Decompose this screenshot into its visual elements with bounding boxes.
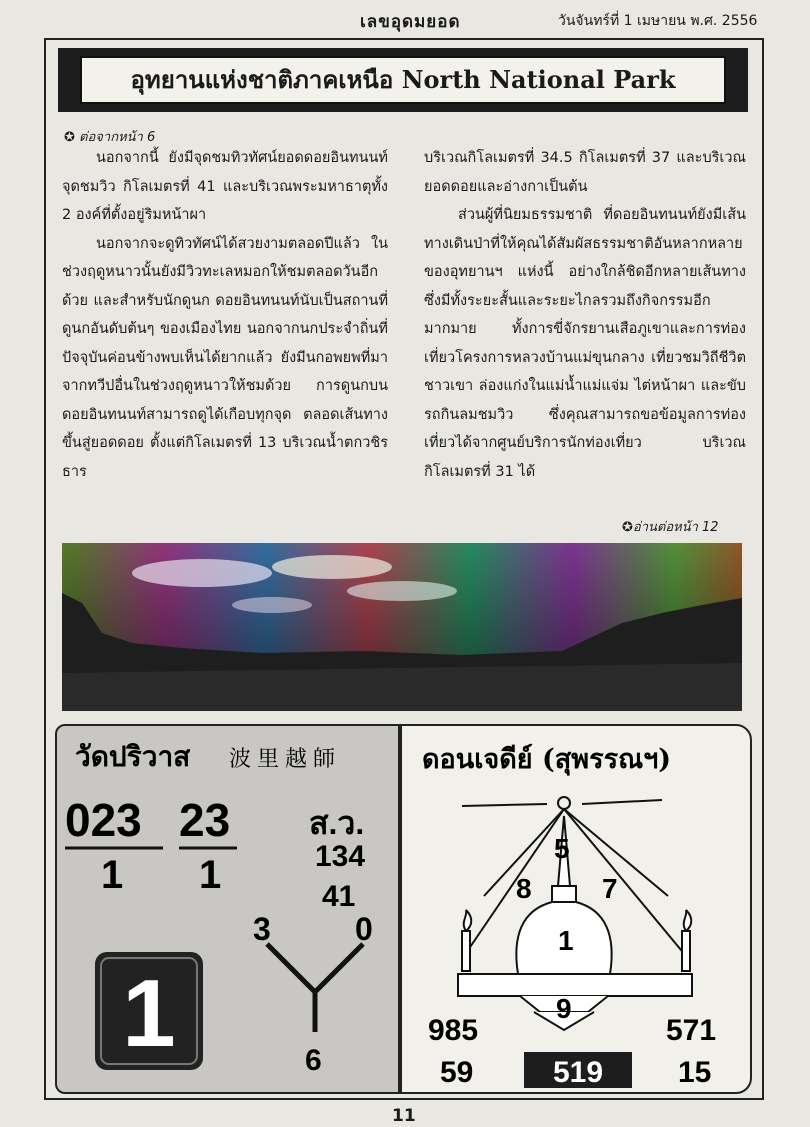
star-icon: ✪: [64, 130, 80, 145]
candle-right-icon: [682, 910, 691, 971]
fraction-2-denominator: 1: [199, 853, 222, 897]
y-bottom-digit: 6: [305, 1044, 322, 1077]
candle-left-icon: [462, 910, 471, 971]
issue-date: วันจันทร์ที่ 1 เมษายน พ.ศ. 2556: [558, 13, 758, 29]
article-right-column: [424, 144, 746, 486]
fraction-2-numerator: 23: [179, 794, 231, 846]
paragraph: ส่วนผู้ที่นิยมธรรมชาติ ที่ดอยอินทนนท์ยังมีเส้นทางเดินป่าที่ให้คุณได้สัมผัสธรรมชาติอันหลากหลายของอุทยานฯ แห่งนี้ อย่างใกล้ชิดอีกหลายเส้นทาง ซึ่งมีทั้งระยะสั้นและระยะไกลรวมถึงกิจกรรมอีกมากมาย ทั้งการขี่จักรยานเสือภูเขาและการท่องเที่ยวโครงการหลวงบ้านแม่ขุนกลาง เที่ยวชมวิถีชีวิตชาวเขา ล่องแก่งในแม่น้ำแม่แจ่ม ไต่หน้าผา และขับรถกินลมชมวิว ซึ่งคุณสามารถขอข้อมูลการท่องเที่ยวได้จากศูนย์บริการนักท่องเที่ยว บริเวณกิโลเมตรที่ 31 ได้: [424, 207, 746, 480]
bottom-left-number-2: 59: [440, 1056, 474, 1089]
chedi-number-right: 7: [602, 873, 618, 904]
fraction-1-denominator: 1: [101, 853, 124, 897]
read-more: ✪อ่านต่อหน้า 12: [622, 520, 719, 535]
y-diagram: [267, 944, 363, 1032]
chedi-number-left: 8: [516, 873, 532, 904]
paragraph: นอกจากจะดูทิวทัศน์ได้สวยงามตลอดปีแล้ว ในช่วงฤดูหนาวนั้นยังมีวิวทะเลหมอกให้ชมตลอดวันอีกด้วย และสำหรับนักดูนก ดอยอินทนนท์นับเป็นสถานที่ดูนกอันดับต้นๆ ของเมืองไทย นอกจากนกประจำถิ่นที่ปัจจุบันค่อนข้างพบเห็นได้ยากแล้ว ยังมีนกอพยพที่มาจากทวีปอื่นในช่วงฤดูหนาวให้ชมด้วย การดูนกบนดอยอินทนนท์สามารถดูได้เกือบทุกจุด ตลอดเส้นทางขึ้นสู่ยอดดอย ตั้งแต่กิโลเมตรที่ 13 บริเวณน้ำตกวชิรธาร: [62, 235, 388, 480]
panel-title: วัดปริวาส: [75, 740, 191, 773]
bottom-right-number-1: 571: [666, 1014, 717, 1047]
sv-label: ส.ว.: [309, 805, 365, 841]
bottom-left-number-1: 985: [428, 1014, 479, 1047]
chedi-icon: [458, 816, 692, 1030]
headline: อุทยานแห่งชาติภาคเหนือ North National Park: [80, 56, 726, 104]
chinese-text: 波里越師: [229, 747, 342, 772]
masthead: เลขอุดมยอด: [360, 12, 461, 32]
bottom-right-number-2: 15: [678, 1056, 712, 1089]
lottery-panel-wat-boriwat: [55, 724, 400, 1094]
fraction-1-numerator: 023: [65, 794, 142, 846]
y-right-digit: 0: [355, 911, 373, 947]
paragraph: นอกจากนี้ ยังมีจุดชมทิวทัศน์ยอดดอยอินทนนท์ จุดชมวิว กิโลเมตรที่ 41 และบริเวณพระมหาธาตุทั้ง 2 องค์ที่ตั้งอยู่ริมหน้าผา: [62, 150, 388, 223]
article-left-column: [62, 144, 388, 486]
page-number: 11: [392, 1106, 416, 1126]
panel-title: ดอนเจดีย์ (สุพรรณฯ): [422, 744, 672, 775]
y-left-digit: 3: [253, 911, 271, 947]
star-icon: ✪: [622, 520, 633, 535]
lottery-panel-don-chedi: [400, 724, 752, 1094]
sv-number-1: 134: [315, 840, 366, 873]
continued-from: ✪ ต่อจากหน้า 6: [64, 130, 156, 145]
chedi-number-top: 5: [554, 833, 570, 864]
chedi-number-base: 9: [556, 993, 572, 1024]
landscape-photo: [62, 543, 742, 711]
sv-number-2: 41: [322, 880, 356, 913]
bottom-middle-number-2: 519: [552, 1056, 604, 1089]
chedi-number-center: 1: [558, 925, 574, 956]
big-digit: 1: [122, 960, 176, 1067]
paragraph: บริเวณกิโลเมตรที่ 34.5 กิโลเมตรที่ 37 และบริเวณยอดดอยและอ่างกาเป็นต้น: [424, 150, 746, 195]
chedi-top: [558, 797, 570, 809]
